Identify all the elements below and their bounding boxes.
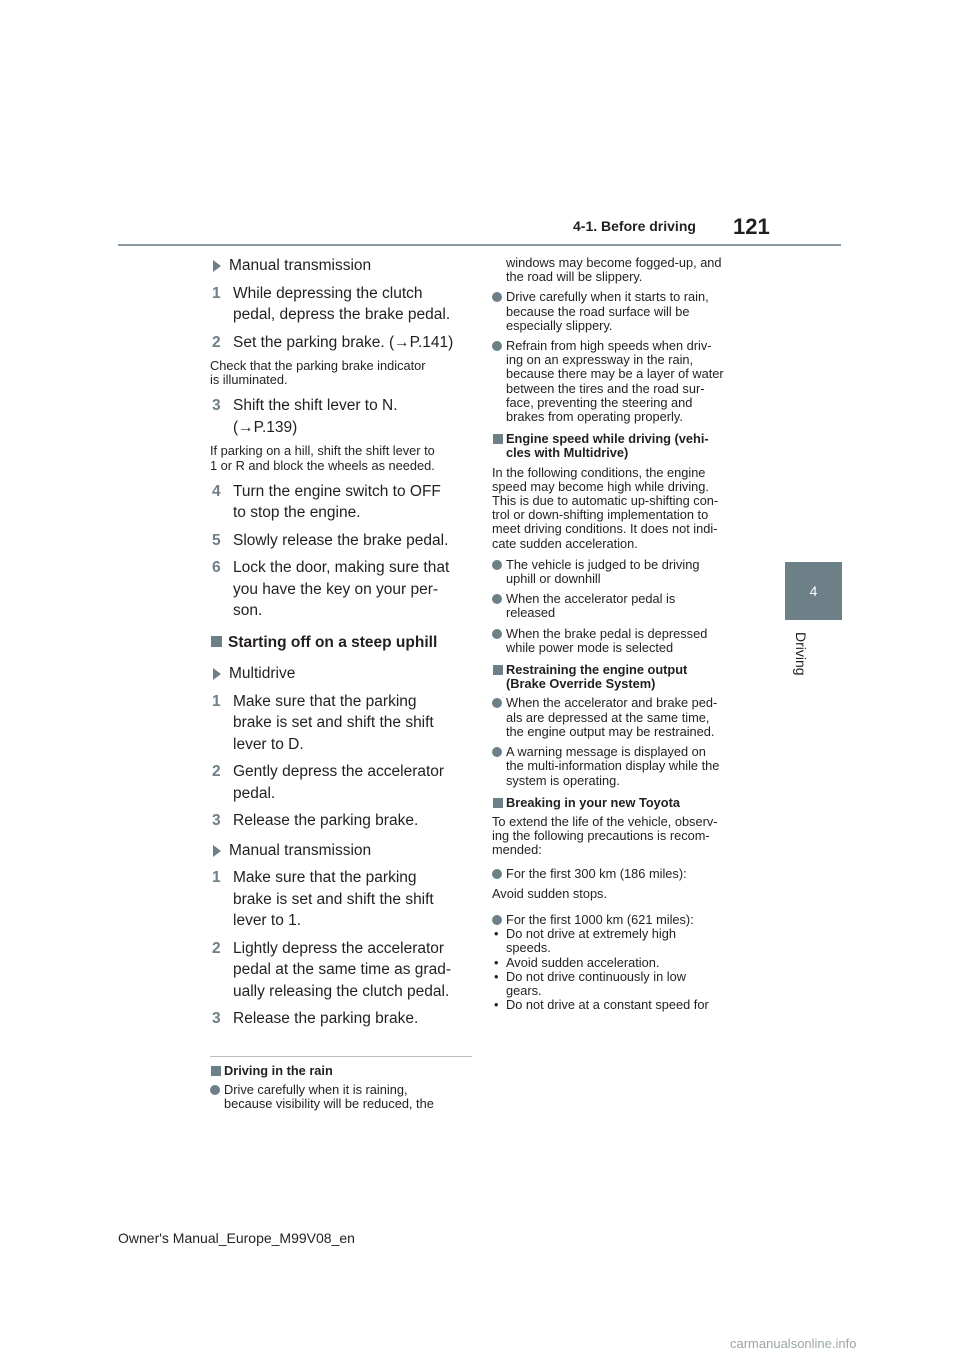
step-item xyxy=(210,557,472,622)
text-line: meet driving conditions. It does not indi- xyxy=(492,521,718,537)
text-line: windows may become fogged-up, and xyxy=(506,255,722,270)
sub-bullet-line: Do not drive at a constant speed for xyxy=(506,997,709,1013)
step-number: 4 xyxy=(212,482,221,500)
square-bullet-icon xyxy=(211,636,222,647)
step-number: 3 xyxy=(212,812,221,830)
sub-bullet-item xyxy=(492,998,757,1012)
square-bullet-icon xyxy=(493,434,503,444)
step-number: 3 xyxy=(212,397,221,415)
bullet-line: between the tires and the road sur- xyxy=(506,380,705,396)
note-line: 1 or R and block the wheels as needed. xyxy=(210,457,435,473)
step-item xyxy=(210,761,472,804)
breaking-in-heading xyxy=(492,796,757,810)
bullet-line: ing on an expressway in the rain, xyxy=(506,352,694,368)
rain-heading xyxy=(210,1064,472,1078)
chapter-tab[interactable] xyxy=(785,562,842,620)
bullet-line: When the accelerator pedal is xyxy=(506,591,676,607)
chapter-number: 4 xyxy=(809,583,818,599)
sub-bullet-item xyxy=(492,956,757,970)
bullet-line: For the first 300 km (186 miles): xyxy=(506,865,687,881)
sub-bullet-line: speeds. xyxy=(506,940,551,956)
right-column xyxy=(492,252,757,1012)
bullet-line: brakes from operating properly. xyxy=(506,409,683,425)
uphill-heading xyxy=(210,632,472,654)
text-line: the road will be slippery. xyxy=(506,269,643,285)
page-number: 121 xyxy=(733,214,770,239)
step-number: 3 xyxy=(212,1010,221,1028)
step-line: pedal at the same time as grad- xyxy=(233,961,451,979)
engine-speed-paragraph xyxy=(492,466,757,551)
bullet-line: A warning message is displayed on xyxy=(506,744,706,760)
heading-text: Driving in the rain xyxy=(224,1062,333,1078)
text-line: ing the following precautions is recom- xyxy=(492,828,710,844)
step-item xyxy=(210,283,472,326)
step-item xyxy=(210,867,472,932)
multidrive-heading xyxy=(210,663,472,685)
breaking-in-paragraph xyxy=(492,815,757,858)
text-line: This is due to automatic up-shifting con- xyxy=(492,493,719,509)
note-line: If parking on a hill, shift the shift lever to xyxy=(210,443,435,459)
step-item xyxy=(210,1008,472,1030)
bullet-dot-icon xyxy=(210,1085,220,1095)
sub-bullet-line: Do not drive continuously in low xyxy=(506,968,686,984)
bullet-item xyxy=(492,339,757,424)
bullet-line: For the first 1000 km (621 miles): xyxy=(506,911,694,927)
sub-bullet-item xyxy=(492,970,757,998)
step-number: 2 xyxy=(212,939,221,957)
step-line: Make sure that the parking xyxy=(233,869,417,887)
bullet-point-icon: • xyxy=(494,954,499,970)
step-line: son. xyxy=(233,602,263,620)
bullet-item xyxy=(492,558,757,586)
bullet-dot-icon xyxy=(492,292,502,302)
bullet-dot-icon xyxy=(492,869,502,879)
step-line: Release the parking brake. xyxy=(233,812,419,830)
step-number: 5 xyxy=(212,531,221,549)
heading-text: Starting off on a steep uphill xyxy=(228,633,438,651)
heading-line: Engine speed while driving (vehi- xyxy=(506,431,709,447)
bullet-line: because visibility will be reduced, the xyxy=(224,1096,434,1112)
heading-line: Restraining the engine output xyxy=(506,662,688,678)
header-rule xyxy=(118,244,841,246)
heading-line: (Brake Override System) xyxy=(506,676,656,692)
rain-continued xyxy=(506,256,757,284)
step-item xyxy=(210,332,472,354)
step-number: 1 xyxy=(212,869,221,887)
brake-override-heading xyxy=(492,663,757,691)
heading-text: Manual transmission xyxy=(229,841,372,859)
bullet-point-icon: • xyxy=(494,997,499,1013)
bullet-item xyxy=(492,745,757,788)
bullet-line: because the road surface will be xyxy=(506,303,690,319)
step-number: 1 xyxy=(212,692,221,710)
triangle-icon xyxy=(213,668,221,680)
square-bullet-icon xyxy=(211,1066,221,1076)
plain-text: Avoid sudden stops. xyxy=(492,885,608,901)
bullet-line: uphill or downhill xyxy=(506,571,601,587)
note-text xyxy=(210,359,472,387)
bullet-line: released xyxy=(506,605,556,621)
bullet-line: When the brake pedal is depressed xyxy=(506,625,708,641)
bullet-item xyxy=(492,592,757,620)
footer-manual-id: Owner's Manual_Europe_M99V08_en xyxy=(118,1230,355,1246)
bullet-line: Refrain from high speeds when driv- xyxy=(506,338,712,354)
step-line: Lightly depress the accelerator xyxy=(233,939,445,957)
step-line: lever to 1. xyxy=(233,912,302,930)
bullet-line: face, preventing the steering and xyxy=(506,394,693,410)
heading-text: Manual transmission xyxy=(229,257,372,274)
step-line: pedal, depress the brake pedal. xyxy=(233,306,451,323)
bullet-dot-icon xyxy=(492,698,502,708)
bullet-dot-icon xyxy=(492,560,502,570)
text-line: mended: xyxy=(492,842,542,858)
section-title: 4-1. Before driving xyxy=(573,218,696,234)
bullet-line: the multi-information display while the xyxy=(506,758,720,774)
square-bullet-icon xyxy=(493,798,503,808)
bullet-point-icon: • xyxy=(494,968,499,984)
text-line: speed may become high while driving. xyxy=(492,478,709,494)
left-column xyxy=(210,252,472,1117)
manual-transmission-heading xyxy=(210,255,472,277)
bullet-item xyxy=(492,627,757,655)
bullet-line: the engine output may be restrained. xyxy=(506,723,715,739)
step-number: 1 xyxy=(212,284,221,302)
heading-line: cles with Multidrive) xyxy=(506,445,629,461)
step-number: 2 xyxy=(212,763,221,781)
bullet-line: especially slippery. xyxy=(506,317,613,333)
heading-text: Multidrive xyxy=(229,665,296,683)
bullet-item xyxy=(210,1083,472,1111)
bullet-item xyxy=(492,290,757,333)
bullet-dot-icon xyxy=(492,915,502,925)
note-line: Check that the parking brake indicator xyxy=(210,358,426,373)
triangle-icon xyxy=(213,260,221,272)
step-line: (→P.139) xyxy=(233,418,298,436)
bullet-line: The vehicle is judged to be driving xyxy=(506,556,700,572)
step-item xyxy=(210,530,472,552)
step-line: Slowly release the brake pedal. xyxy=(233,531,449,549)
bullet-line: while power mode is selected xyxy=(506,639,674,655)
step-line: Gently depress the accelerator xyxy=(233,763,445,781)
bullet-line: system is operating. xyxy=(506,772,620,788)
step-line: pedal. xyxy=(233,784,276,802)
triangle-icon xyxy=(213,845,221,857)
sub-bullet-line: Do not drive at extremely high xyxy=(506,926,676,942)
step-line: you have the key on your per- xyxy=(233,580,439,598)
bullet-item xyxy=(492,696,757,739)
step-number: 6 xyxy=(212,559,221,577)
bullet-line: because there may be a layer of water xyxy=(506,366,724,382)
step-item xyxy=(210,481,472,524)
step-line: to stop the engine. xyxy=(233,504,361,522)
chapter-label: Driving xyxy=(793,632,809,676)
step-item xyxy=(210,810,472,832)
sub-bullet-line: gears. xyxy=(506,982,542,998)
step-item xyxy=(210,395,472,438)
step-line: ually releasing the clutch pedal. xyxy=(233,982,450,1000)
step-line: lever to D. xyxy=(233,735,304,753)
step-line: While depressing the clutch xyxy=(233,284,423,302)
step-item xyxy=(210,691,472,756)
step-line: Shift the shift lever to N. xyxy=(233,397,398,415)
bullet-line: Drive carefully when it starts to rain, xyxy=(506,289,709,305)
bullet-point-icon: • xyxy=(494,926,499,942)
engine-speed-heading xyxy=(492,432,757,460)
note-text xyxy=(210,444,472,472)
bullet-item xyxy=(492,913,757,927)
sub-bullet-line: Avoid sudden acceleration. xyxy=(506,954,660,970)
step-line: Make sure that the parking xyxy=(233,692,417,710)
text-line: cate sudden acceleration. xyxy=(492,535,638,551)
step-line: brake is set and shift the shift xyxy=(233,890,434,908)
step-number: 2 xyxy=(212,333,221,351)
bullet-line: als are depressed at the same time, xyxy=(506,709,710,725)
divider xyxy=(210,1056,472,1057)
step-line: Turn the engine switch to OFF xyxy=(233,482,441,500)
watermark: carmanualsonline.info xyxy=(730,1336,857,1351)
step-line: Lock the door, making sure that xyxy=(233,559,450,577)
text-line: trol or down-shifting implementation to xyxy=(492,507,709,523)
step-line: brake is set and shift the shift xyxy=(233,714,434,732)
bullet-dot-icon xyxy=(492,747,502,757)
step-item xyxy=(210,938,472,1003)
text-line: To extend the life of the vehicle, observ- xyxy=(492,813,718,829)
note-line: is illuminated. xyxy=(210,372,288,388)
step-line: Set the parking brake. (→P.141) xyxy=(233,333,454,351)
text-line: In the following conditions, the engine xyxy=(492,464,706,480)
square-bullet-icon xyxy=(493,665,503,675)
step-line: Release the parking brake. xyxy=(233,1010,419,1028)
bullet-line: When the accelerator and brake ped- xyxy=(506,695,718,711)
bullet-dot-icon xyxy=(492,629,502,639)
sub-bullet-item xyxy=(492,927,757,955)
heading-text: Breaking in your new Toyota xyxy=(506,794,680,810)
manual-transmission-heading-2 xyxy=(210,840,472,862)
bullet-dot-icon xyxy=(492,594,502,604)
bullet-dot-icon xyxy=(492,341,502,351)
bullet-line: Drive carefully when it is raining, xyxy=(224,1082,408,1098)
bullet-item xyxy=(492,867,757,881)
